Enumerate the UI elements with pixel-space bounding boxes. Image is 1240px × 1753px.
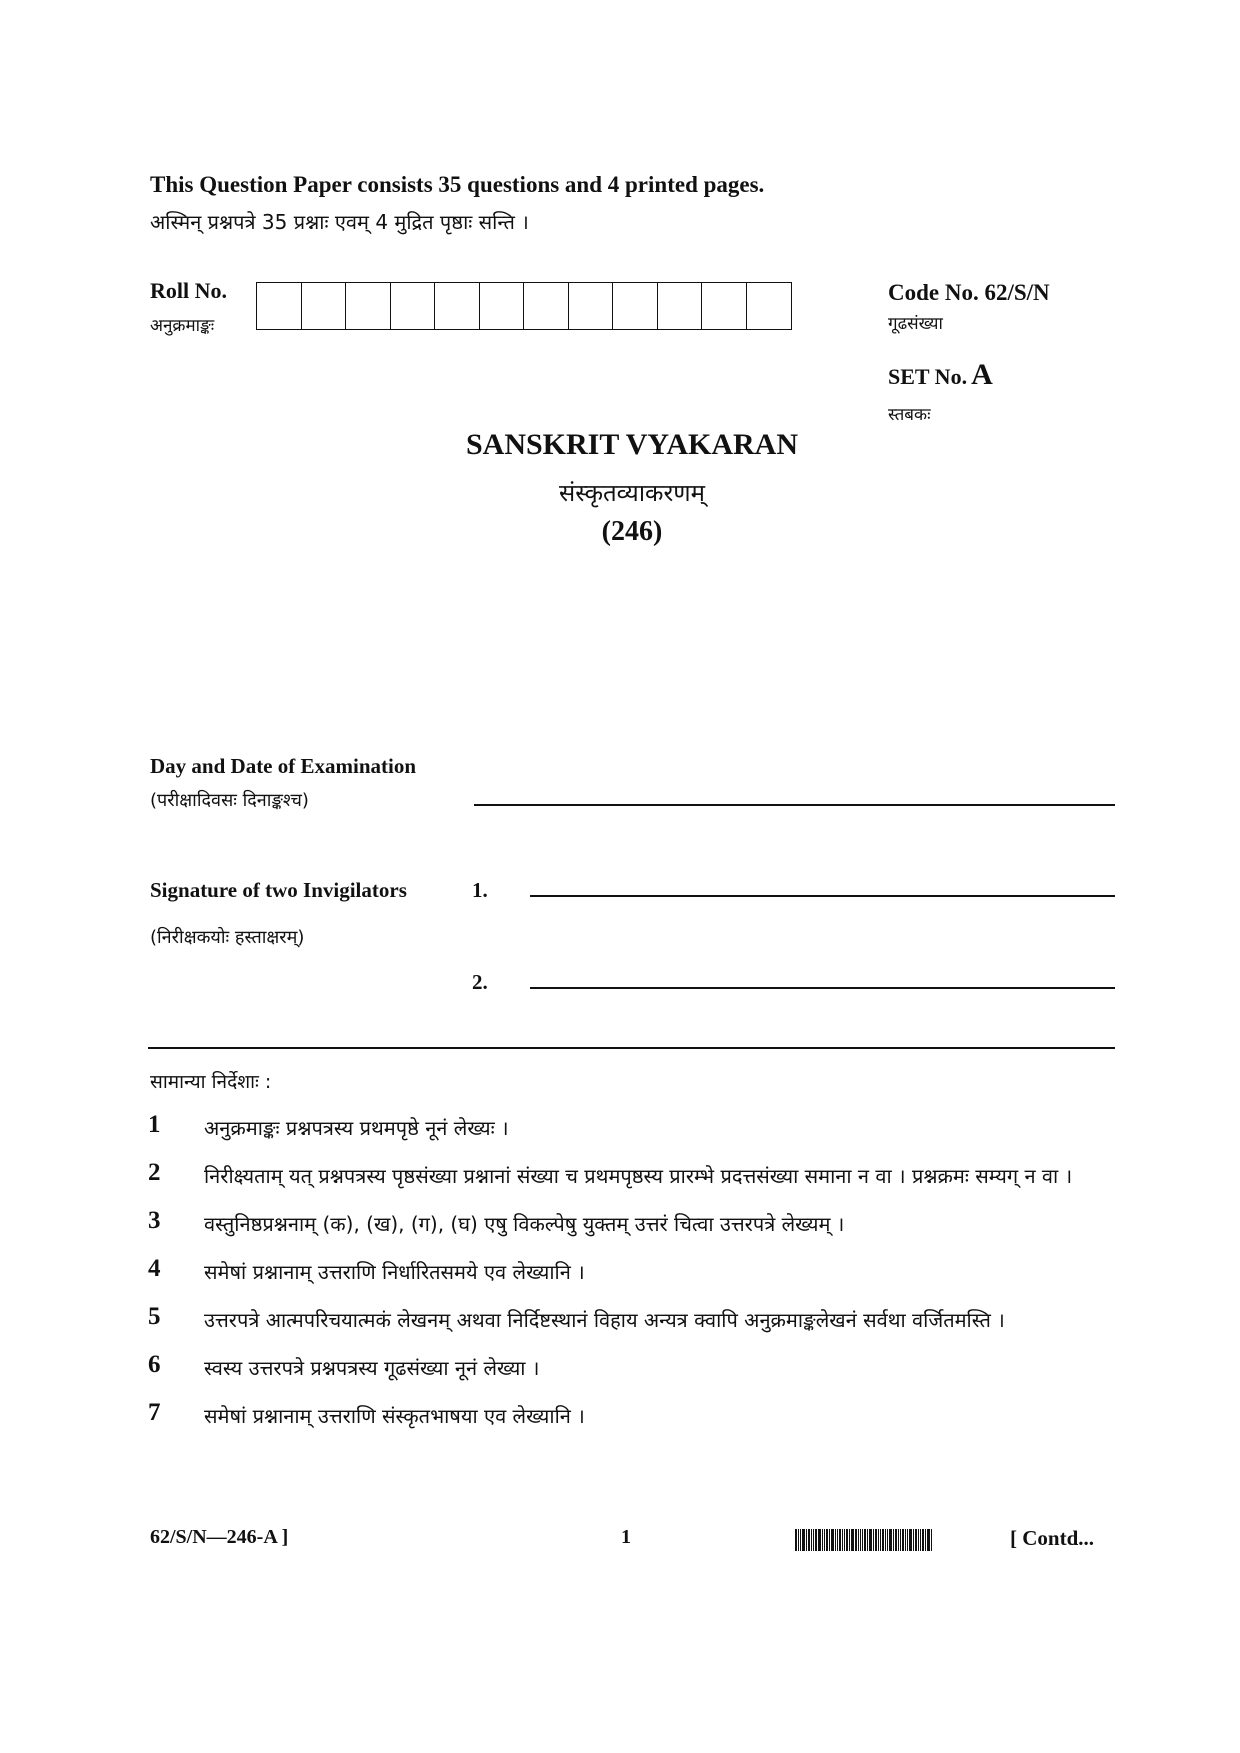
subject-title-hindi: संस्कृतव्याकरणम् [559, 479, 705, 507]
instruction-number: 7 [148, 1399, 161, 1426]
instruction-item [148, 1158, 1118, 1194]
instruction-number: 5 [148, 1303, 161, 1330]
instruction-text: अनुक्रमाङ्कः प्रश्नपत्रस्य प्रथमपृष्ठे नूनं लेख्यः । [204, 1116, 509, 1140]
instruction-item [148, 1302, 1118, 1338]
invigilator-2-signature-field[interactable] [530, 987, 1115, 989]
invigilator-signature-label-hindi: (निरीक्षकयोः हस्ताक्षरम्) [150, 927, 305, 948]
exam-date-field[interactable] [474, 804, 1115, 806]
roll-number-label-hindi: अनुक्रमाङ्कः [150, 316, 215, 336]
instruction-number: 1 [148, 1111, 161, 1138]
instruction-item [148, 1254, 1118, 1290]
instruction-number: 6 [148, 1351, 161, 1378]
roll-number-box[interactable] [346, 283, 391, 329]
exam-date-label-hindi: (परीक्षादिवसः दिनाङ्कश्च) [150, 790, 309, 811]
instruction-item [148, 1398, 1118, 1434]
instruction-text: उत्तरपत्रे आत्मपरिचयात्मकं लेखनम् अथवा निर्दिष्टस्थानं विहाय अन्यत्र क्वापि अनुक्रमाङ्कलेखनं सर्वथा वर्जितमस्ति । [204, 1308, 1005, 1332]
roll-number-boxes[interactable] [256, 282, 792, 330]
paper-info-hindi: अस्मिन् प्रश्नपत्रे 35 प्रश्नाः एवम् 4 मुद्रित पृष्ठाः सन्ति । [150, 210, 529, 234]
instruction-item [148, 1350, 1118, 1386]
roll-number-box[interactable] [658, 283, 703, 329]
instruction-text: समेषां प्रश्नानाम् उत्तराणि संस्कृतभाषया एव लेख्यानि । [204, 1404, 585, 1428]
code-number: Code No. 62/S/N [888, 280, 1050, 305]
set-number-label: SET No. [888, 364, 968, 389]
roll-number-box[interactable] [747, 283, 792, 329]
code-number-label-hindi: गूढसंख्या [888, 314, 943, 334]
instruction-number: 3 [148, 1207, 161, 1234]
invigilator-1-number: 1. [472, 878, 488, 902]
instruction-item [148, 1206, 1118, 1242]
invigilator-1-signature-field[interactable] [530, 895, 1115, 897]
instruction-text: स्वस्य उत्तरपत्रे प्रश्नपत्रस्य गूढसंख्या नूनं लेख्या । [204, 1356, 540, 1380]
instruction-number: 4 [148, 1255, 161, 1282]
exam-date-label: Day and Date of Examination [150, 754, 417, 778]
invigilator-2-number: 2. [472, 970, 488, 994]
instructions-list [148, 1110, 1118, 1446]
set-letter: A [971, 358, 993, 391]
instruction-number: 2 [148, 1159, 161, 1186]
paper-info-english: This Question Paper consists 35 questions and 4 printed pages. [150, 172, 765, 197]
page-number: 1 [621, 1526, 631, 1548]
instruction-item [148, 1110, 1118, 1146]
instructions-heading: सामान्या निर्देशाः : [150, 1071, 272, 1093]
roll-number-box[interactable] [257, 283, 302, 329]
set-label-hindi: स्तबकः [888, 405, 931, 425]
set-number [888, 358, 993, 392]
continued-label: [ Contd... [1010, 1526, 1095, 1550]
roll-number-box[interactable] [702, 283, 747, 329]
roll-number-box[interactable] [302, 283, 347, 329]
roll-number-box[interactable] [435, 283, 480, 329]
roll-number-box[interactable] [524, 283, 569, 329]
roll-number-box[interactable] [569, 283, 614, 329]
barcode-icon [795, 1529, 995, 1551]
instruction-text: निरीक्ष्यताम् यत् प्रश्नपत्रस्य पृष्ठसंख्या प्रश्नानां संख्या च प्रथमपृष्ठस्य प्रारम्भे प्रदत्तसंख्या समाना न वा । प्रश्नक्रमः सम्यग् न वा । [204, 1164, 1073, 1188]
subject-code: (246) [601, 516, 663, 547]
section-divider [148, 1047, 1115, 1049]
roll-number-box[interactable] [480, 283, 525, 329]
instruction-text: वस्तुनिष्ठप्रश्ननाम् (क), (ख), (ग), (घ) एषु विकल्पेषु युक्तम् उत्तरं चित्वा उत्तरपत्रे लेख्यम् । [204, 1212, 845, 1236]
roll-number-box[interactable] [391, 283, 436, 329]
invigilator-signature-label: Signature of two Invigilators [150, 878, 407, 902]
instruction-text: समेषां प्रश्नानाम् उत्तराणि निर्धारितसमये एव लेख्यानि । [204, 1260, 585, 1284]
roll-number-box[interactable] [613, 283, 658, 329]
roll-number-label: Roll No. [150, 278, 227, 303]
footer-paper-code: 62/S/N—246-A ] [150, 1526, 289, 1548]
subject-title: SANSKRIT VYAKARAN [465, 428, 799, 461]
